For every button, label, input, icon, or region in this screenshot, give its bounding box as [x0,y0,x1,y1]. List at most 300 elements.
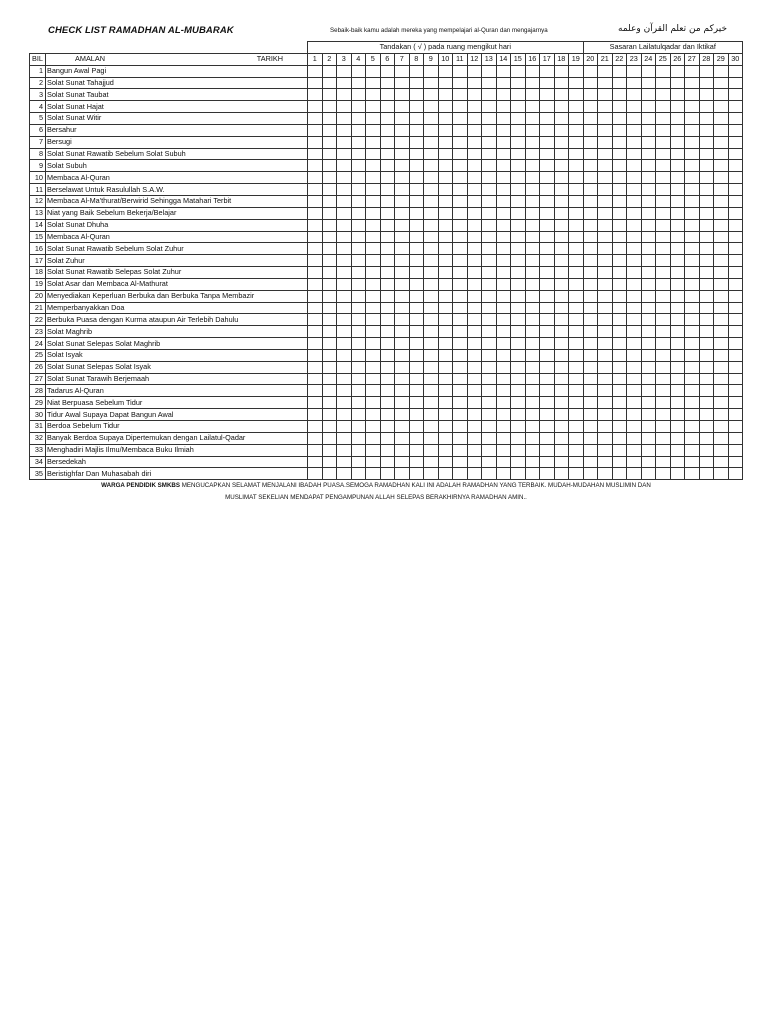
check-cell[interactable] [728,444,743,456]
check-cell[interactable] [395,195,410,207]
check-cell[interactable] [728,124,743,136]
check-cell[interactable] [627,148,642,160]
check-cell[interactable] [612,148,627,160]
check-cell[interactable] [395,148,410,160]
check-cell[interactable] [612,338,627,350]
check-cell[interactable] [699,397,714,409]
check-cell[interactable] [612,136,627,148]
check-cell[interactable] [380,172,395,184]
check-cell[interactable] [685,65,700,77]
check-cell[interactable] [641,421,656,433]
check-cell[interactable] [612,421,627,433]
check-cell[interactable] [453,421,468,433]
check-cell[interactable] [395,219,410,231]
check-cell[interactable] [699,136,714,148]
check-cell[interactable] [612,349,627,361]
check-cell[interactable] [670,409,685,421]
check-cell[interactable] [395,302,410,314]
check-cell[interactable] [641,326,656,338]
check-cell[interactable] [525,65,540,77]
check-cell[interactable] [714,255,729,267]
check-cell[interactable] [554,432,569,444]
check-cell[interactable] [612,77,627,89]
check-cell[interactable] [554,124,569,136]
check-cell[interactable] [670,160,685,172]
check-cell[interactable] [554,148,569,160]
check-cell[interactable] [453,409,468,421]
check-cell[interactable] [438,160,453,172]
check-cell[interactable] [409,136,424,148]
check-cell[interactable] [656,267,671,279]
check-cell[interactable] [424,432,439,444]
check-cell[interactable] [714,124,729,136]
check-cell[interactable] [496,444,511,456]
check-cell[interactable] [453,361,468,373]
check-cell[interactable] [366,349,381,361]
check-cell[interactable] [554,349,569,361]
check-cell[interactable] [728,148,743,160]
check-cell[interactable] [395,160,410,172]
check-cell[interactable] [627,302,642,314]
check-cell[interactable] [598,148,613,160]
check-cell[interactable] [366,409,381,421]
check-cell[interactable] [424,101,439,113]
check-cell[interactable] [540,101,555,113]
check-cell[interactable] [540,124,555,136]
check-cell[interactable] [699,290,714,302]
check-cell[interactable] [540,89,555,101]
check-cell[interactable] [395,361,410,373]
check-cell[interactable] [380,160,395,172]
check-cell[interactable] [380,361,395,373]
check-cell[interactable] [496,124,511,136]
check-cell[interactable] [627,77,642,89]
check-cell[interactable] [525,444,540,456]
check-cell[interactable] [496,278,511,290]
check-cell[interactable] [380,349,395,361]
check-cell[interactable] [685,124,700,136]
check-cell[interactable] [511,243,526,255]
check-cell[interactable] [583,207,598,219]
check-cell[interactable] [525,136,540,148]
check-cell[interactable] [525,349,540,361]
check-cell[interactable] [583,184,598,196]
check-cell[interactable] [641,373,656,385]
check-cell[interactable] [424,113,439,125]
check-cell[interactable] [482,302,497,314]
check-cell[interactable] [554,207,569,219]
check-cell[interactable] [656,361,671,373]
check-cell[interactable] [351,349,366,361]
check-cell[interactable] [656,409,671,421]
check-cell[interactable] [453,456,468,468]
check-cell[interactable] [482,338,497,350]
check-cell[interactable] [467,468,482,480]
check-cell[interactable] [583,444,598,456]
check-cell[interactable] [337,326,352,338]
check-cell[interactable] [337,65,352,77]
check-cell[interactable] [496,361,511,373]
check-cell[interactable] [438,409,453,421]
check-cell[interactable] [540,195,555,207]
check-cell[interactable] [554,231,569,243]
check-cell[interactable] [438,101,453,113]
check-cell[interactable] [467,349,482,361]
check-cell[interactable] [424,456,439,468]
check-cell[interactable] [699,267,714,279]
check-cell[interactable] [322,160,337,172]
check-cell[interactable] [728,207,743,219]
check-cell[interactable] [583,267,598,279]
check-cell[interactable] [482,207,497,219]
check-cell[interactable] [714,278,729,290]
check-cell[interactable] [656,136,671,148]
check-cell[interactable] [424,361,439,373]
check-cell[interactable] [380,195,395,207]
check-cell[interactable] [308,409,323,421]
check-cell[interactable] [583,326,598,338]
check-cell[interactable] [467,456,482,468]
check-cell[interactable] [467,421,482,433]
check-cell[interactable] [627,314,642,326]
check-cell[interactable] [569,113,584,125]
check-cell[interactable] [554,444,569,456]
check-cell[interactable] [453,338,468,350]
check-cell[interactable] [598,89,613,101]
check-cell[interactable] [409,468,424,480]
check-cell[interactable] [670,136,685,148]
check-cell[interactable] [612,184,627,196]
check-cell[interactable] [598,243,613,255]
check-cell[interactable] [409,432,424,444]
check-cell[interactable] [511,267,526,279]
check-cell[interactable] [728,195,743,207]
check-cell[interactable] [467,77,482,89]
check-cell[interactable] [308,385,323,397]
check-cell[interactable] [714,101,729,113]
check-cell[interactable] [569,89,584,101]
check-cell[interactable] [409,444,424,456]
check-cell[interactable] [337,136,352,148]
check-cell[interactable] [438,148,453,160]
check-cell[interactable] [351,124,366,136]
check-cell[interactable] [351,160,366,172]
check-cell[interactable] [467,113,482,125]
check-cell[interactable] [728,219,743,231]
check-cell[interactable] [308,468,323,480]
check-cell[interactable] [337,278,352,290]
check-cell[interactable] [583,243,598,255]
check-cell[interactable] [627,397,642,409]
check-cell[interactable] [583,172,598,184]
check-cell[interactable] [337,397,352,409]
check-cell[interactable] [554,421,569,433]
check-cell[interactable] [525,361,540,373]
check-cell[interactable] [540,326,555,338]
check-cell[interactable] [424,148,439,160]
check-cell[interactable] [525,456,540,468]
check-cell[interactable] [583,432,598,444]
check-cell[interactable] [627,89,642,101]
check-cell[interactable] [496,302,511,314]
check-cell[interactable] [656,243,671,255]
check-cell[interactable] [482,468,497,480]
check-cell[interactable] [366,65,381,77]
check-cell[interactable] [467,444,482,456]
check-cell[interactable] [641,409,656,421]
check-cell[interactable] [728,89,743,101]
check-cell[interactable] [598,444,613,456]
check-cell[interactable] [482,409,497,421]
check-cell[interactable] [728,314,743,326]
check-cell[interactable] [351,255,366,267]
check-cell[interactable] [728,172,743,184]
check-cell[interactable] [496,136,511,148]
check-cell[interactable] [525,267,540,279]
check-cell[interactable] [728,432,743,444]
check-cell[interactable] [467,326,482,338]
check-cell[interactable] [728,77,743,89]
check-cell[interactable] [641,124,656,136]
check-cell[interactable] [322,184,337,196]
check-cell[interactable] [598,468,613,480]
check-cell[interactable] [583,302,598,314]
check-cell[interactable] [728,136,743,148]
check-cell[interactable] [554,136,569,148]
check-cell[interactable] [670,113,685,125]
check-cell[interactable] [699,148,714,160]
check-cell[interactable] [685,456,700,468]
check-cell[interactable] [424,89,439,101]
check-cell[interactable] [467,124,482,136]
check-cell[interactable] [511,195,526,207]
check-cell[interactable] [366,77,381,89]
check-cell[interactable] [598,231,613,243]
check-cell[interactable] [540,172,555,184]
check-cell[interactable] [641,255,656,267]
check-cell[interactable] [453,101,468,113]
check-cell[interactable] [554,219,569,231]
check-cell[interactable] [598,409,613,421]
check-cell[interactable] [627,349,642,361]
check-cell[interactable] [656,172,671,184]
check-cell[interactable] [496,207,511,219]
check-cell[interactable] [540,397,555,409]
check-cell[interactable] [322,219,337,231]
check-cell[interactable] [612,278,627,290]
check-cell[interactable] [540,136,555,148]
check-cell[interactable] [395,468,410,480]
check-cell[interactable] [627,101,642,113]
check-cell[interactable] [409,290,424,302]
check-cell[interactable] [714,148,729,160]
check-cell[interactable] [728,65,743,77]
check-cell[interactable] [351,243,366,255]
check-cell[interactable] [380,468,395,480]
check-cell[interactable] [453,278,468,290]
check-cell[interactable] [569,302,584,314]
check-cell[interactable] [540,65,555,77]
check-cell[interactable] [656,338,671,350]
check-cell[interactable] [699,338,714,350]
check-cell[interactable] [627,160,642,172]
check-cell[interactable] [438,302,453,314]
check-cell[interactable] [453,255,468,267]
check-cell[interactable] [511,338,526,350]
check-cell[interactable] [583,136,598,148]
check-cell[interactable] [641,160,656,172]
check-cell[interactable] [424,172,439,184]
check-cell[interactable] [685,409,700,421]
check-cell[interactable] [511,349,526,361]
check-cell[interactable] [424,65,439,77]
check-cell[interactable] [496,421,511,433]
check-cell[interactable] [308,302,323,314]
check-cell[interactable] [496,65,511,77]
check-cell[interactable] [656,373,671,385]
check-cell[interactable] [482,195,497,207]
check-cell[interactable] [598,184,613,196]
check-cell[interactable] [322,444,337,456]
check-cell[interactable] [337,349,352,361]
check-cell[interactable] [554,172,569,184]
check-cell[interactable] [627,326,642,338]
check-cell[interactable] [337,172,352,184]
check-cell[interactable] [496,432,511,444]
check-cell[interactable] [598,314,613,326]
check-cell[interactable] [612,290,627,302]
check-cell[interactable] [714,338,729,350]
check-cell[interactable] [337,456,352,468]
check-cell[interactable] [699,373,714,385]
check-cell[interactable] [395,89,410,101]
check-cell[interactable] [612,219,627,231]
check-cell[interactable] [699,124,714,136]
check-cell[interactable] [699,456,714,468]
check-cell[interactable] [685,326,700,338]
check-cell[interactable] [685,148,700,160]
check-cell[interactable] [583,349,598,361]
check-cell[interactable] [467,373,482,385]
check-cell[interactable] [482,385,497,397]
check-cell[interactable] [670,195,685,207]
check-cell[interactable] [685,255,700,267]
check-cell[interactable] [395,207,410,219]
check-cell[interactable] [351,172,366,184]
check-cell[interactable] [351,456,366,468]
check-cell[interactable] [656,432,671,444]
check-cell[interactable] [583,456,598,468]
check-cell[interactable] [308,432,323,444]
check-cell[interactable] [641,397,656,409]
check-cell[interactable] [627,65,642,77]
check-cell[interactable] [337,421,352,433]
check-cell[interactable] [569,243,584,255]
check-cell[interactable] [714,77,729,89]
check-cell[interactable] [453,302,468,314]
check-cell[interactable] [627,278,642,290]
check-cell[interactable] [670,207,685,219]
check-cell[interactable] [308,397,323,409]
check-cell[interactable] [380,89,395,101]
check-cell[interactable] [670,243,685,255]
check-cell[interactable] [699,195,714,207]
check-cell[interactable] [337,338,352,350]
check-cell[interactable] [409,326,424,338]
check-cell[interactable] [438,77,453,89]
check-cell[interactable] [685,397,700,409]
check-cell[interactable] [714,468,729,480]
check-cell[interactable] [409,172,424,184]
check-cell[interactable] [337,314,352,326]
check-cell[interactable] [641,278,656,290]
check-cell[interactable] [525,338,540,350]
check-cell[interactable] [366,231,381,243]
check-cell[interactable] [670,302,685,314]
check-cell[interactable] [656,290,671,302]
check-cell[interactable] [569,397,584,409]
check-cell[interactable] [337,184,352,196]
check-cell[interactable] [453,148,468,160]
check-cell[interactable] [351,373,366,385]
check-cell[interactable] [438,255,453,267]
check-cell[interactable] [728,385,743,397]
check-cell[interactable] [482,77,497,89]
check-cell[interactable] [395,231,410,243]
check-cell[interactable] [525,326,540,338]
check-cell[interactable] [395,65,410,77]
check-cell[interactable] [409,385,424,397]
check-cell[interactable] [366,255,381,267]
check-cell[interactable] [728,456,743,468]
check-cell[interactable] [554,160,569,172]
check-cell[interactable] [496,314,511,326]
check-cell[interactable] [525,278,540,290]
check-cell[interactable] [351,136,366,148]
check-cell[interactable] [322,207,337,219]
check-cell[interactable] [438,65,453,77]
check-cell[interactable] [540,278,555,290]
check-cell[interactable] [540,219,555,231]
check-cell[interactable] [467,397,482,409]
check-cell[interactable] [612,314,627,326]
check-cell[interactable] [525,290,540,302]
check-cell[interactable] [685,338,700,350]
check-cell[interactable] [656,255,671,267]
check-cell[interactable] [612,409,627,421]
check-cell[interactable] [438,338,453,350]
check-cell[interactable] [395,113,410,125]
check-cell[interactable] [728,278,743,290]
check-cell[interactable] [685,207,700,219]
check-cell[interactable] [409,314,424,326]
check-cell[interactable] [598,172,613,184]
check-cell[interactable] [685,468,700,480]
check-cell[interactable] [409,409,424,421]
check-cell[interactable] [467,290,482,302]
check-cell[interactable] [322,89,337,101]
check-cell[interactable] [395,349,410,361]
check-cell[interactable] [496,326,511,338]
check-cell[interactable] [569,349,584,361]
check-cell[interactable] [627,219,642,231]
check-cell[interactable] [641,65,656,77]
check-cell[interactable] [685,136,700,148]
check-cell[interactable] [714,397,729,409]
check-cell[interactable] [395,432,410,444]
check-cell[interactable] [656,278,671,290]
check-cell[interactable] [569,314,584,326]
